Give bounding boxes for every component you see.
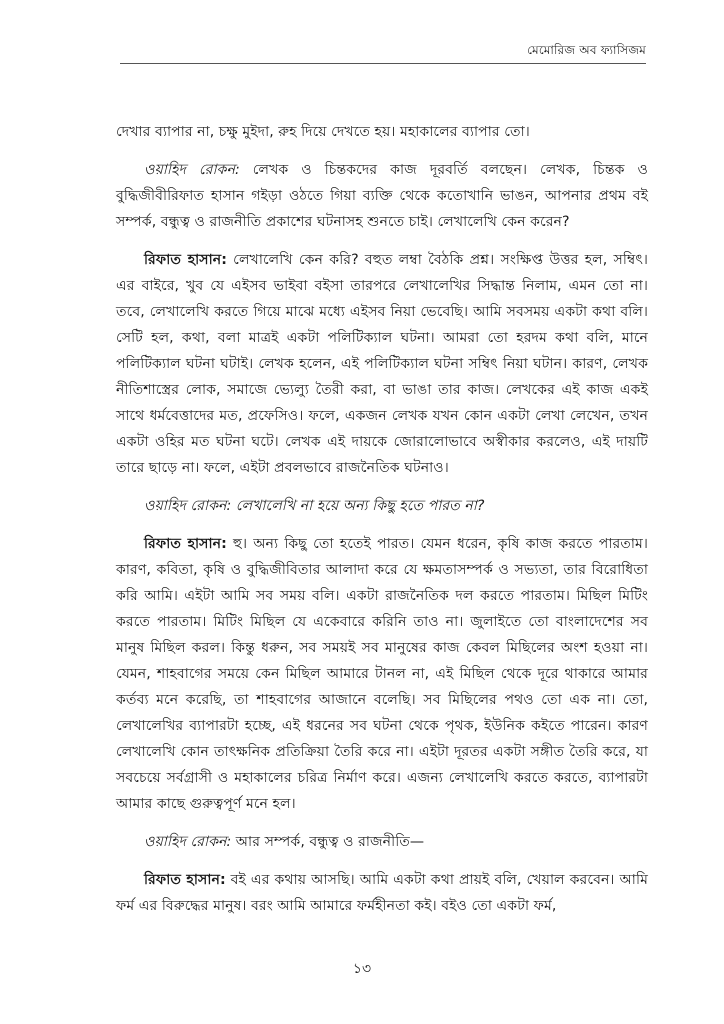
- paragraph-4: [116, 493, 648, 519]
- running-header-title: মেমোরিজ অব ফ্যাসিজম: [527, 43, 646, 57]
- header-rule: [120, 63, 646, 64]
- paragraph-2-text: লেখক ও চিন্তকদের কাজ দূরবর্তি বলছেন। লেখক, চিন্তক ও বুদ্ধিজীবীরিফাত হাসান গইড়া ওঠতে গিয়া ব্যক্তি থেকে কতোখানি ভাঙন, আপনার প্রথম বই সম্পর্ক, বন্ধুত্ব ও রাজনীতি প্রকাশের ঘটনাসহ শুনতে চাই। লেখালেখি কেন করেন?: [116, 162, 648, 230]
- paragraph-3: [116, 247, 648, 481]
- interviewer-name: ওয়াহিদ রোকন:: [144, 498, 232, 514]
- paragraph-2: [116, 157, 648, 235]
- interviewee-name: রিফাত হাসান:: [144, 872, 226, 888]
- interviewee-name: রিফাত হাসান:: [144, 536, 227, 552]
- paragraph-3-text: লেখালেখি কেন করি? বহুত লম্বা বৈঠকি প্রশ্ন। সংক্ষিপ্ত উত্তর হল, সম্বিৎ। এর বাইরে, খুব যে এইসব ভাইবা বইসা তারপরে লেখালেখির সিদ্ধান্ত নিলাম, এমন তো না। তবে, লেখালেখি করতে গিয়ে মাঝে মধ্যে এইসব নিয়া ভেবেছি। আমি সবসময় একটা কথা বলি। সেটি হল, কথা, বলা মাত্রই একটা পলিটিক্যাল ঘটনা। আমরা তো হরদম কথা বলি, মানে পলিটিক্যাল ঘটনা ঘটাই। লেখক হলেন, এই পলিটিক্যাল ঘটনা সম্বিৎ নিয়া ঘটান। কারণ, লেখক নীতিশাস্ত্রের লোক, সমাজে ভ্যেল্যু তৈরী করা, বা ভাঙা তার কাজ। লেখকের এই কাজ একই সাথে ধর্মবেত্তাদের মত, প্রফেসিও। ফলে, একজন লেখক যখন কোন একটা লেখা লেখেন, তখন একটা ওহির মত ঘটনা ঘটে। লেখক এই দায়কে জোরালোভাবে অস্বীকার করলেও, এই দায়টি তারে ছাড়ে না। ফলে, এইটা প্রবলভাবে রাজনৈতিক ঘটনাও।: [116, 252, 648, 476]
- interviewer-name: ওয়াহিদ রোকন:: [144, 834, 232, 850]
- paragraph-5-text: হু। অন্য কিছু তো হতেই পারত। যেমন ধরেন, কৃষি কাজ করতে পারতাম। কারণ, কবিতা, কৃষি ও বুদ্ধিজীবিতার আলাদা করে যে ক্ষমতাসম্পর্ক ও সভ্যতা, তার বিরোধিতা করি আমি। এইটা আমি সব সময় বলি। একটা রাজনৈতিক দল করতে পারতাম। মিছিল মিটিং করতে পারতাম। মিটিং মিছিল যে একেবারে করিনি তাও না। জুলাইতে তো বাংলাদেশের সব মানুষ মিছিল করল। কিন্তু ধরুন, সব সময়ই সব মানুষের কাজ কেবল মিছিলের অংশ হওয়া না। যেমন, শাহবাগের সময়ে কেন মিছিল আমারে টানল না, এই মিছিল থেকে দূরে থাকারে আমার কর্তব্য মনে করেছি, তা শাহবাগের আজানে বলেছি। সব মিছিলের পথও তো এক না। তো, লেখালেখির ব্যাপারটা হচ্ছে, এই ধরনের সব ঘটনা থেকে পৃথক, ইউনিক কইতে পারেন। কারণ লেখালেখি কোন তাৎক্ষনিক প্রতিক্রিয়া তৈরি করে না। এইটা দূরতর একটা সঙ্গীত তৈরি করে, যা সবচেয়ে সর্বগ্রাসী ও মহাকালের চরিত্র নির্মাণ করে। এজন্য লেখালেখি করতে করতে, ব্যাপারটা আমার কাছে গুরুত্বপূর্ণ মনে হল।: [116, 536, 648, 812]
- interviewer-name: ওয়াহিদ রোকন:: [144, 162, 240, 178]
- body-text: [116, 119, 648, 931]
- paragraph-4-text: লেখালেখি না হয়ে অন্য কিছু হতে পারত না?: [231, 498, 485, 514]
- page-number: ১৩: [352, 961, 372, 977]
- paragraph-7: [116, 867, 648, 919]
- paragraph-6: [116, 829, 648, 855]
- interviewee-name: রিফাত হাসান:: [144, 252, 227, 268]
- paragraph-5: [116, 531, 648, 817]
- paragraph-6-text: আর সম্পর্ক, বন্ধুত্ব ও রাজনীতি—: [231, 834, 425, 850]
- paragraph-7-text: বই এর কথায় আসছি। আমি একটা কথা প্রায়ই বলি, খেয়াল করবেন। আমি ফর্ম এর বিরুদ্ধের মানুষ। বরং আমি আমারে ফর্মহীনতা কই। বইও তো একটা ফর্ম,: [116, 872, 648, 914]
- paragraph-1: [116, 119, 648, 145]
- paragraph-1-text: দেখার ব্যাপার না, চক্ষু মুইদা, রুহ দিয়ে দেখতে হয়। মহাকালের ব্যাপার তো।: [116, 124, 530, 140]
